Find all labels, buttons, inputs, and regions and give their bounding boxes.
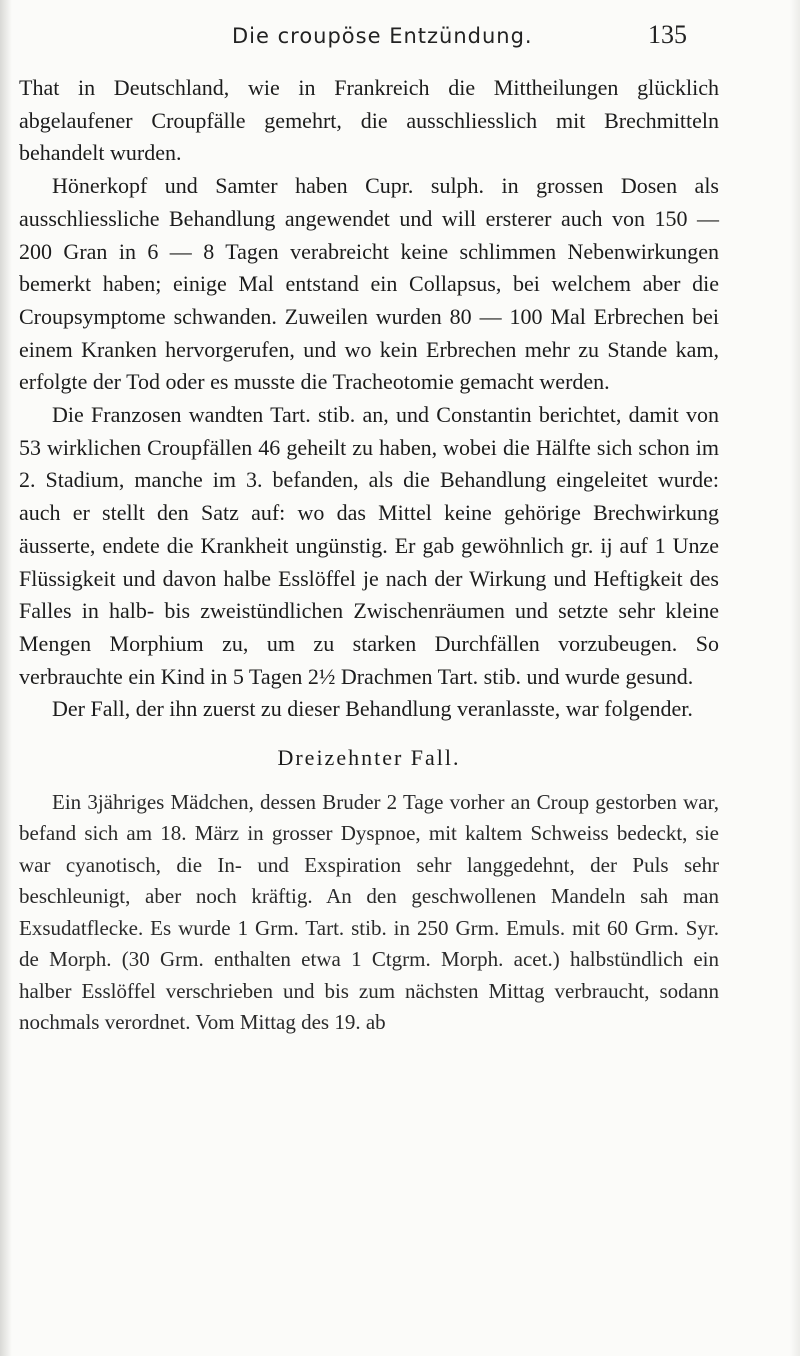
paragraph-1: That in Deutschland, wie in Frankreich die Mittheilungen glücklich abgelaufener Croupfälle gemehrt, die ausschliesslich mit Brechmitteln behandelt wurden. [19,75,719,166]
paragraph-4: Der Fall, der ihn zuerst zu dieser Behandlung veranlasste, war folgender. [52,696,693,722]
body-text [19,72,719,1039]
paragraph-3: Die Franzosen wandten Tart. stib. an, und Constantin berichtet, damit von 53 wirklichen Croupfällen 46 geheilt zu haben, wobei die Hälfte sich schon im 2. Stadium, manche im 3. befanden, als die Behandlung eingeleitet wurde: auch er stellt den Satz auf: wo das Mittel keine gehörige Brechwirkung äusserte, endete die Krankheit ungünstig. Er gab gewöhnlich gr. ij auf 1 Unze Flüssigkeit und davon halbe Esslöffel je nach der Wirkung und Heftigkeit des Falles in halb- bis zweistündlichen Zwischenräumen und setzte sehr kleine Mengen Morphium zu, um zu starken Durchfällen vorzubeugen. So verbrauchte ein Kind in 5 Tagen 2½ Drachmen Tart. stib. und wurde gesund. [19,402,719,689]
section-title: Dreizehnter Fall. [277,745,461,771]
page-number: 135 [648,20,687,49]
page-header [0,20,800,60]
page-edge-shadow [790,0,800,1356]
case-paragraph: Ein 3jähriges Mädchen, dessen Bruder 2 Tage vorher an Croup gestorben war, befand sich am 18. März in grosser Dyspnoe, mit kaltem Schweiss bedeckt, sie war cyanotisch, die In- und Exspiration sehr langgedehnt, der Puls sehr beschleunigt, aber noch kräftig. An den geschwollenen Mandeln sah man Exsudatflecke. Es wurde 1 Grm. Tart. stib. in 250 Grm. Emuls. mit 60 Grm. Syr. de Morph. (30 Grm. enthalten etwa 1 Ctgrm. Morph. acet.) halbstündlich ein halber Esslöffel verschrieben und bis zum nächsten Mittag verbraucht, sodann nochmals verordnet. Vom Mittag des 19. ab [19,789,719,1035]
paragraph-2: Hönerkopf und Samter haben Cupr. sulph. in grossen Dosen als ausschliessliche Behandlung angewendet und will ersterer auch von 150 — 200 Gran in 6 — 8 Tagen verabreicht keine schlimmen Nebenwirkungen bemerkt haben; einige Mal entstand ein Collapsus, bei welchem aber die Croupsymptome schwanden. Zuweilen wurden 80 — 100 Mal Erbrechen bei einem Kranken hervorgerufen, und wo kein Erbrechen mehr zu Stande kam, erfolgte der Tod oder es musste die Tracheotomie gemacht werden. [19,173,719,395]
running-head: Die croupöse Entzündung. [232,24,533,48]
page-gutter-shadow [0,0,12,1356]
